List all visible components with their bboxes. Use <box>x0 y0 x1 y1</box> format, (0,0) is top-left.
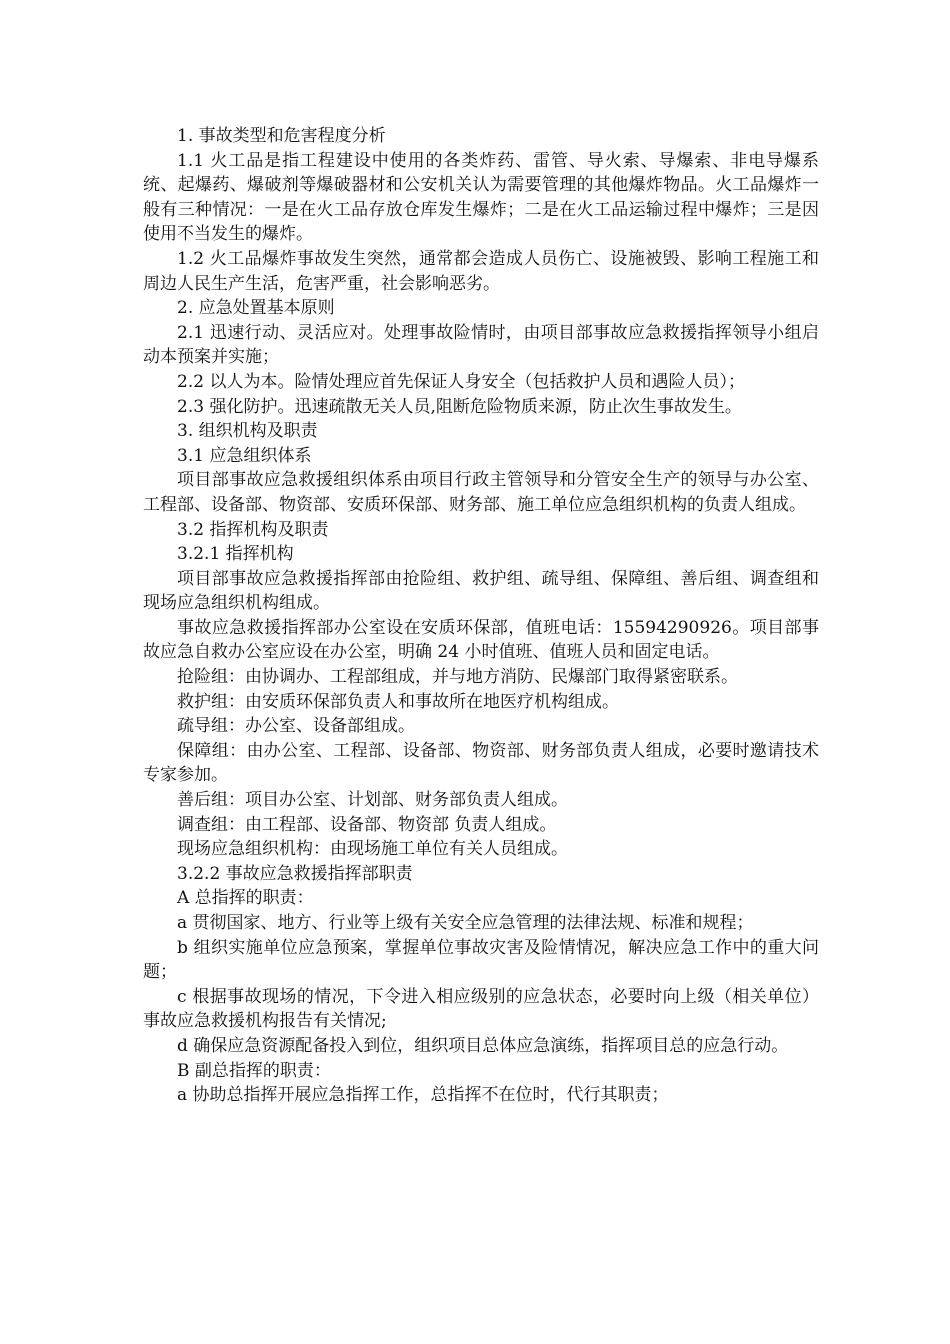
paragraph-3-1: 项目部事故应急救援组织体系由项目行政主管领导和分管安全生产的领导与办公室、工程部、设备部、物资部、安质环保部、财务部、施工单位应急组织机构的负责人组成。 <box>143 470 819 515</box>
paragraph-2-1: 2.1 迅速行动、灵活应对。处理事故险情时，由项目部事故应急救援指挥领导小组启动本预案并实施； <box>143 322 819 368</box>
group-investigation: 调查组：由工程部、设备部、物资部 负责人组成。 <box>177 814 557 835</box>
group-onsite: 现场应急组织机构：由现场施工单位有关人员组成。 <box>177 839 568 860</box>
group-rescue: 抢险组：由协调办、工程部组成，并与地方消防、民爆部门取得紧密联系。 <box>177 667 738 688</box>
paragraph-3-2-1-b: 事故应急救援指挥部办公室设在安质环保部，值班电话：15594290926。项目部事故应急自救办公室应设在办公室，明确 24 小时值班、值班人员和固定电话。 <box>143 617 819 663</box>
heading-1: 1. 事故类型和危害程度分析 <box>177 126 386 146</box>
document-body <box>143 124 819 1108</box>
paragraph-1-1: 1.1 火工品是指工程建设中使用的各类炸药、雷管、导火索、导爆索、非电导爆系统、起爆药、爆破剂等爆破器材和公安机关认为需要管理的其他爆炸物品。火工品爆炸一般有三种情况：一是在火工品存放仓库发生爆炸；二是在火工品运输过程中爆炸；三是因使用不当发生的爆炸。 <box>143 150 819 245</box>
heading-3-2-2: 3.2.2 事故应急救援指挥部职责 <box>177 863 413 884</box>
item-b-a: a 协助总指挥开展应急指挥工作，总指挥不在位时，代行其职责； <box>177 1085 669 1106</box>
paragraph-3-2-1-a: 项目部事故应急救援指挥部由抢险组、救护组、疏导组、保障组、善后组、调查组和现场应急组织机构组成。 <box>143 568 819 614</box>
item-a-a: a 贯彻国家、地方、行业等上级有关安全应急管理的法律法规、标准和规程； <box>177 913 754 933</box>
item-a-d: d 确保应急资源配备投入到位，组织项目总体应急演练，指挥项目总的应急行动。 <box>177 1035 789 1056</box>
paragraph-2-2: 2.2 以人为本。险情处理应首先保证人身安全（包括救护人员和遇险人员）； <box>177 371 745 392</box>
paragraph-2-3: 2.3 强化防护。迅速疏散无关人员,阻断危险物质来源，防止次生事故发生。 <box>177 396 742 417</box>
heading-a-chief: A 总指挥的职责： <box>177 888 314 909</box>
item-a-c: c 根据事故现场的情况，下令进入相应级别的应急状态，必要时向上级（相关单位）事故应急救援机构报告有关情况; <box>143 986 819 1032</box>
heading-3-2-1: 3.2.1 指挥机构 <box>177 544 294 565</box>
heading-3-1: 3.1 应急组织体系 <box>177 445 312 466</box>
group-evacuation: 疏导组：办公室、设备部组成。 <box>177 716 415 737</box>
heading-3-2: 3.2 指挥机构及职责 <box>177 519 329 540</box>
heading-2: 2. 应急处置基本原则 <box>177 298 335 319</box>
heading-3: 3. 组织机构及职责 <box>177 421 318 442</box>
heading-b-deputy: B 副总指挥的职责： <box>177 1060 331 1081</box>
paragraph-1-2: 1.2 火工品爆炸事故发生突然，通常都会造成人员伤亡、设施被毁、影响工程施工和周边人民生产生活，危害严重，社会影响恶劣。 <box>143 248 819 294</box>
group-medical: 救护组：由安质环保部负责人和事故所在地医疗机构组成。 <box>177 691 619 712</box>
group-aftermath: 善后组：项目办公室、计划部、财务部负责人组成。 <box>177 790 568 811</box>
group-support: 保障组：由办公室、工程部、设备部、物资部、财务部负责人组成，必要时邀请技术专家参加。 <box>143 740 819 786</box>
item-a-b: b 组织实施单位应急预案，掌握单位事故灾害及险情情况，解决应急工作中的重大问题； <box>143 937 819 983</box>
